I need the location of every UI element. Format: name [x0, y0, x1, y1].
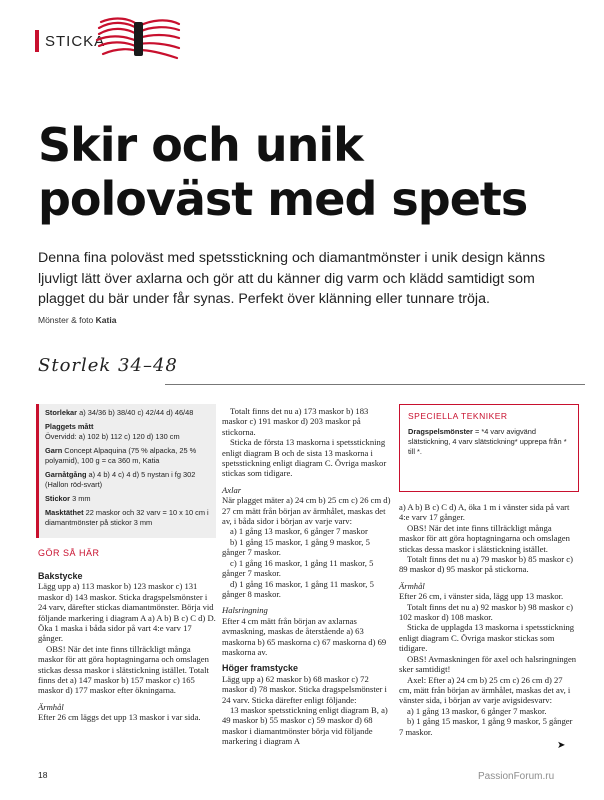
- paragraph: Totalt finns det nu a) 92 maskor b) 98 maskor c) 102 maskor d) 108 maskor.: [399, 601, 573, 623]
- instructions-heading: GÖR SÅ HÄR: [38, 548, 100, 558]
- materials-infobox: [36, 404, 216, 538]
- paragraph: Efter 26 cm, i vänster sida, lägg upp 13 maskor.: [399, 591, 564, 602]
- info-label: Garn: [45, 446, 63, 455]
- list-item: a) 1 gång 13 maskor, 6 gånger 7 maskor: [230, 526, 368, 537]
- info-row: [45, 494, 213, 504]
- infobox-accent-bar: [36, 404, 39, 538]
- info-value: Concept Alpaquina (75 % alpacka, 25 % polyamid), 100 g = ca 360 m, Katia: [45, 446, 197, 465]
- paragraph: Lägg upp a) 62 maskor b) 68 maskor c) 72 maskor d) 78 maskor. Sticka dragspelsmönster i 24 varv. Sticka därefter enligt följande:: [222, 673, 387, 705]
- info-row: [45, 470, 213, 490]
- paragraph: OBS! När det inte finns tillräckligt många maskor för att göra hoptagningarna och omslagen stickas dessa maskor i slätstickning istället.: [399, 522, 570, 554]
- watermark: PassionForum.ru: [478, 771, 555, 782]
- subheading-armhal: Ärmhål: [399, 580, 425, 591]
- paragraph: Efter 4 cm mätt från början av axlarnas avmaskning, maskas de återstående a) 63 maskorna b) 65 maskorna c) 67 maskorna d) 69 maskorna av.: [222, 615, 387, 657]
- credit-label: Mönster & foto: [38, 315, 94, 325]
- yarn-skein-icon: [93, 14, 183, 64]
- size-heading: Storlek 34–48: [38, 355, 178, 376]
- paragraph: Totalt finns det nu a) 79 maskor b) 85 maskor c) 89 maskor d) 95 maskor på stickorna.: [399, 554, 573, 575]
- special-techniques-body: [408, 427, 573, 457]
- subheading-axlar: Axlar: [222, 484, 242, 495]
- article-lead: Denna fina poloväst med spetsstickning och diamantmönster i unik design känns ljuvligt lätt över axlarna och gör att du känner dig varm och klädd samtidigt som plagget du bär under får synas. Perfekt över klänning eller tunnare tröja.: [38, 250, 546, 307]
- infobox-content: [45, 408, 213, 532]
- paragraph: Sticka de första 13 maskorna i spetsstickning enligt diagram B och de sista 13 maskorna i spetsstickning enligt diagram C. Övriga maskor stickas som tidigare.: [222, 437, 387, 479]
- paragraph: a) A b) B c) C d) A, öka 1 m i vänster sida på vart 4:e varv 17 gånger.: [399, 502, 570, 523]
- column-1: [38, 571, 216, 723]
- column-2: [222, 406, 392, 747]
- credit-name: Katia: [95, 315, 117, 325]
- paragraph: OBS! När det inte finns tillräckligt många maskor för att göra hoptagningarna och omslagen stickas dessa maskor i slätstickning istället. Totalt finns det a) 147 maskor b) 157 maskor c) 165 maskor d) 177 maskor efter ökningarna.: [38, 643, 209, 696]
- list-item: b) 1 gång 15 maskor, 1 gång 9 maskor, 5 gånger 7 maskor.: [222, 536, 370, 558]
- subheading-armhal: Ärmhål: [38, 701, 64, 712]
- column-3: [399, 502, 577, 737]
- page-number: 18: [38, 770, 48, 780]
- subheading-halsringning: Halsringning: [222, 605, 268, 616]
- paragraph: OBS! Avmaskningen för axel och halsringningen sker samtidigt!: [399, 653, 577, 675]
- info-row: [45, 446, 213, 466]
- paragraph: Axel: Efter a) 24 cm b) 25 cm c) 26 cm d) 27 cm, mätt från början av ärmhålet, maskas det av, i vänster sida, i början av varje avigsidesvarv:: [399, 674, 571, 706]
- paragraph: Lägg upp a) 113 maskor b) 123 maskor c) 131 maskor d) 143 maskor. Sticka dragspelsmönster i 24 varv, därefter stickas diamantmönster. Börja vid följande markering i diagram A a) A b) B c) C d) D. Öka 1 maska i båda sidor på vart 4:e varv 17 gånger.: [38, 581, 216, 644]
- info-value: a) 4 b) 4 c) 4 d) 5 nystan i fg 302 (Hallon röd-svart): [45, 470, 196, 489]
- info-value: 22 maskor och 32 varv = 10 x 10 cm i diamantmönster på stickor 3 mm: [45, 508, 209, 527]
- list-item: c) 1 gång 16 maskor, 1 gång 11 maskor, 5 gånger 7 maskor.: [222, 557, 374, 579]
- info-label: Stickor: [45, 494, 71, 503]
- article-title: Skir och unik poloväst med spets: [38, 118, 528, 226]
- info-value: a) 34/36 b) 38/40 c) 42/44 d) 46/48: [77, 408, 194, 417]
- info-label: Storlekar: [45, 408, 78, 417]
- list-item: d) 1 gång 16 maskor, 1 gång 11 maskor, 5 gånger 8 maskor.: [222, 578, 374, 599]
- subheading-hoger-framstycke: Höger framstycke: [222, 663, 299, 674]
- info-label: Masktäthet: [45, 508, 84, 517]
- list-item: b) 1 gång 15 maskor, 1 gång 9 maskor, 5 gånger 7 maskor.: [399, 716, 573, 737]
- paragraph: När plagget mäter a) 24 cm b) 25 cm c) 26 cm d) 27 cm mätt från början av ärmhålet, maskas det av, i båda sidor i början av varje varv:: [222, 495, 391, 527]
- special-techniques-box: [399, 404, 579, 492]
- info-row: [45, 422, 213, 442]
- paragraph: Sticka de upplagda 13 maskorna i spetsstickning enligt diagram C. Övriga maskor stickas som tidigare.: [399, 622, 575, 654]
- paragraph: 13 maskor spetsstickning enligt diagram B, a) 49 maskor b) 55 maskor c) 59 maskor d) 68 maskor i diamantmönster börja vid följande markering i diagram A: [222, 704, 388, 747]
- info-label: Garnåtgång: [45, 470, 87, 479]
- continue-arrow-icon: ➤: [557, 740, 566, 751]
- list-item: a) 1 gång 13 maskor, 6 gånger 7 maskor.: [407, 705, 547, 716]
- paragraph: Totalt finns det nu a) 173 maskor b) 183 maskor c) 191 maskor d) 203 maskor på stickorna.: [222, 406, 369, 437]
- paragraph: Efter 26 cm läggs det upp 13 maskor i var sida.: [38, 712, 201, 723]
- info-value: Övervidd: a) 102 b) 112 c) 120 d) 130 cm: [45, 432, 180, 441]
- technique-label: Dragspelsmönster: [408, 427, 473, 436]
- technique-text: = *4 varv avigvänd slätstickning, 4 varv slätstickning* upprepa från * till *.: [408, 427, 567, 456]
- special-techniques-heading: SPECIELLA TEKNIKER: [408, 411, 508, 421]
- size-divider: [165, 384, 585, 385]
- info-value: 3 mm: [70, 494, 91, 503]
- info-row: [45, 508, 213, 528]
- info-row: [45, 408, 213, 418]
- credit-line: [38, 315, 116, 325]
- info-label: Plaggets mått: [45, 422, 94, 431]
- subheading-bakstycke: Bakstycke: [38, 571, 83, 581]
- section-label: STICKA: [45, 32, 106, 50]
- section-tag-bar: [35, 30, 39, 52]
